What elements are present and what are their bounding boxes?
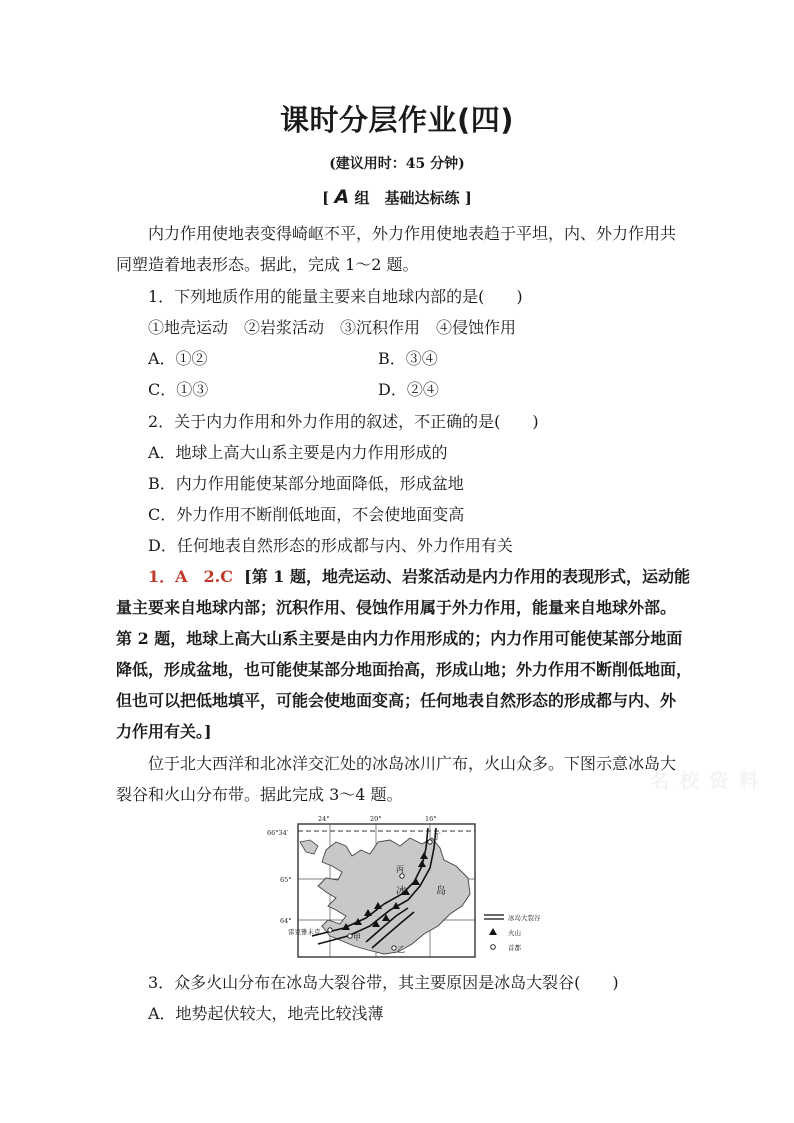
answer-12-line-3: 第 2 题，地球上高大山系主要是由内力作用形成的；内力作用可能使某部分地面 [116,629,683,648]
q1-items: ①地壳运动 ②岩浆活动 ③沉积作用 ④侵蚀作用 [148,318,517,337]
lon-label-24: 24° [318,815,330,823]
intro-1-line-2: 同塑造着地表形态。据此，完成 1～2 题。 [116,255,419,274]
answer-12-line-2: 量主要来自地球内部；沉积作用、侵蚀作用属于外力作用，能量来自地球外部。 [116,598,677,617]
q2-option-a: A．地球上高大山系主要是内力作用形成的 [148,443,448,462]
place-label-jia: 甲 [353,933,361,942]
q1-stem: 1．下列地质作用的能量主要来自地球内部的是( ) [148,287,523,306]
capital-label: 雷克雅未克 [288,928,321,936]
map-legend [484,913,541,952]
q3-option-a: A．地势起伏较大，地壳比较浅薄 [148,1004,384,1023]
lon-label-16: 16° [425,815,437,823]
iceland-rift-map [266,812,566,964]
place-label-country-1: 冰 [396,886,406,897]
answer-key-12: 1．A 2.C [148,567,233,586]
intro-2-line-1: 位于北大西洋和北冰洋交汇处的冰岛冰川广布，火山众多。下图示意冰岛大 [148,754,677,773]
section-letter: A [334,186,350,208]
intro-2-line-2: 裂谷和火山分布带。据此完成 3～4 题。 [116,785,403,804]
legend-volcano-label: 火山 [508,929,521,937]
legend-volcano-icon [489,928,497,935]
q2-option-b: B．内力作用能使某部分地面降低，形成盆地 [148,474,464,493]
place-label-bing: 丙 [396,865,404,874]
section-header [0,186,794,208]
place-label-ding: 丁 [433,832,441,841]
place-label-yi: 乙 [397,945,405,954]
answer-12-line-5: 但也可以把低地填平，可能会使地面变高；任何地表自然形态的形成都与内、外 [116,691,677,710]
page-title: 课时分层作业(四) [279,103,514,137]
lat-label-65: 65° [280,876,292,884]
q2-stem: 2．关于内力作用和外力作用的叙述，不正确的是( ) [148,412,539,431]
answer-12-line-1 [148,567,690,587]
q1-option-c: C．①③ [148,380,209,399]
answer-12-line-4: 降低，形成盆地，也可能使某部分地面抬高，形成山地；外力作用不断削低地面， [116,660,693,679]
answer-12-text-1: [第 1 题，地壳运动、岩浆活动是内力作用的表现形式，运动能 [244,567,690,586]
answer-12-line-6: 力作用有关。] [116,722,212,741]
legend-capital-label: 首都 [508,944,521,952]
q3-stem: 3．众多火山分布在冰岛大裂谷带，其主要原因是冰岛大裂谷( ) [148,973,619,992]
lat-label-64: 64° [280,917,292,925]
lat-label-66: 66°34′ [267,829,289,837]
suggested-time: (建议用时：45 分钟) [329,156,465,172]
intro-1-line-1: 内力作用使地表变得崎岖不平，外力作用使地表趋于平坦，内、外力作用共 [148,224,677,243]
section-bracket-open: [ [322,189,330,207]
q1-option-b: B．③④ [378,349,438,368]
q2-option-c: C．外力作用不断削低地面，不会使地面变高 [148,505,465,524]
legend-rift-label: 冰岛大裂谷 [508,914,541,922]
watermark: 名 校 资 料 [650,770,760,792]
q1-option-d: D．②④ [378,380,439,399]
q2-option-d: D．任何地表自然形态的形成都与内、外力作用有关 [148,536,513,555]
q1-option-a: A．①② [148,349,208,368]
legend-capital-icon [491,945,496,950]
section-label: 组 基础达标练 [354,189,460,207]
place-label-country-2: 岛 [436,886,446,897]
lon-label-20: 20° [370,815,382,823]
section-bracket-close: ] [464,189,472,207]
